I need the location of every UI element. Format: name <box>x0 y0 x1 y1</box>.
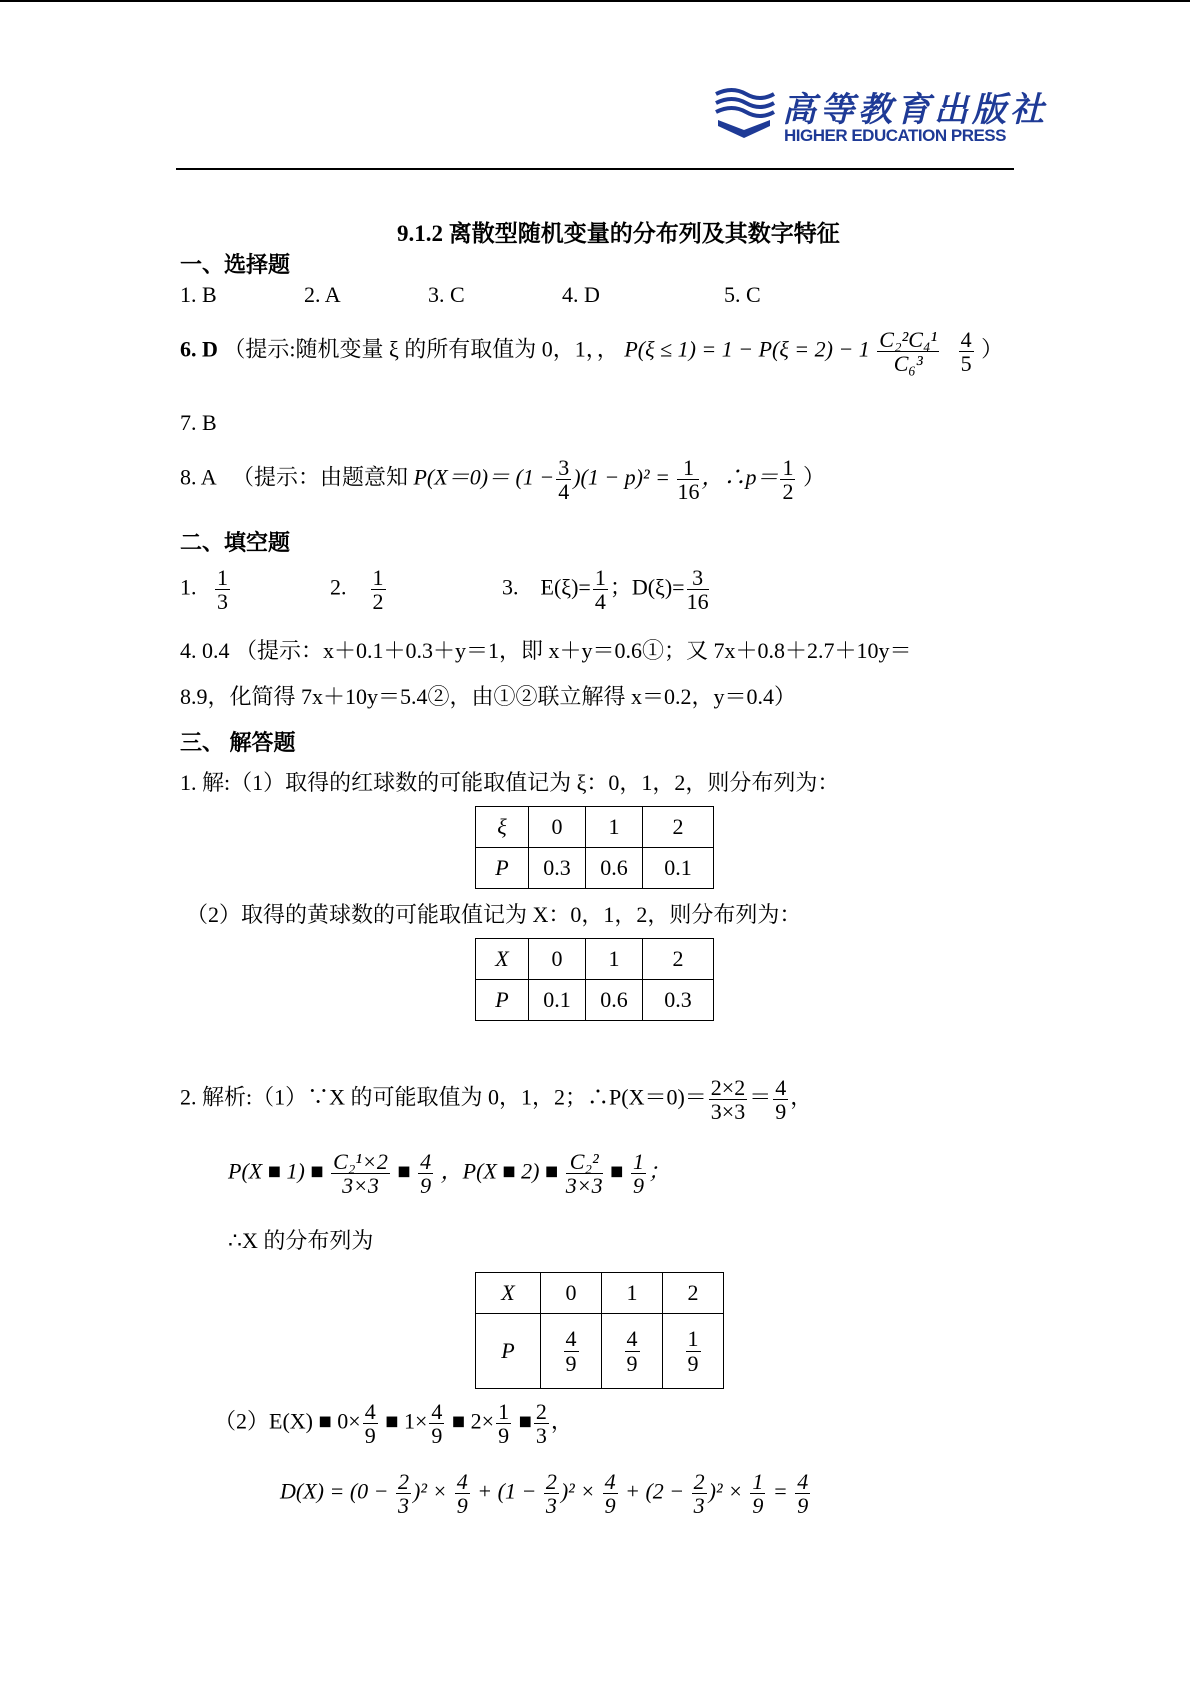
dx-fraction-7 <box>795 1470 810 1517</box>
expr-part: P(X ■ 1) ■ <box>228 1158 324 1184</box>
table-cell: 1 <box>586 807 643 848</box>
answer-6-number: 6. D <box>180 336 218 362</box>
fill-2 <box>330 566 388 613</box>
expr-part: ■ 2× <box>451 1408 495 1434</box>
answer-6-line <box>180 328 1003 375</box>
fraction-numerator: 4 <box>565 1326 577 1352</box>
expr-part: = <box>772 1478 788 1504</box>
answer-2: 2. A <box>304 282 341 307</box>
fraction-denominator: 9 <box>364 1423 376 1449</box>
table-row <box>476 1273 724 1314</box>
table-cell: ξ <box>476 807 529 848</box>
page-title: 9.1.2 离散型随机变量的分布列及其数字特征 <box>397 221 840 246</box>
table-cell: 1 <box>586 939 643 980</box>
ex-fraction-1 <box>363 1400 378 1447</box>
table-cell: X <box>476 939 529 980</box>
table-cell: 0.6 <box>586 980 643 1021</box>
table-cell: P <box>476 980 529 1021</box>
expr-part: )² × <box>708 1478 743 1504</box>
distribution-table-red <box>475 806 714 889</box>
solution-2-line-1 <box>180 1076 812 1123</box>
fraction-numerator: 4 <box>604 1469 616 1494</box>
fill-3-separator: ； <box>609 574 632 600</box>
fraction-denominator: 9 <box>565 1350 577 1376</box>
fill-3-number: 3. <box>502 574 519 600</box>
expr-part: ■ <box>610 1158 624 1184</box>
fraction-numerator: 4 <box>775 1075 787 1100</box>
answer-3: 3. C <box>428 282 465 307</box>
fraction-denominator: 9 <box>604 1493 616 1519</box>
fill-3-expectation-label: E(ξ)= <box>540 574 591 600</box>
fraction-denominator: 3×3 <box>565 1173 603 1199</box>
answer-8-hint: （提示：由题意知 <box>231 464 408 490</box>
fraction-denominator: 3×3 <box>710 1099 746 1125</box>
fill-3-expectation-fraction <box>593 566 608 613</box>
answer-6-combination-fraction <box>877 328 939 375</box>
fraction-numerator: 4 <box>456 1469 468 1494</box>
table-row <box>476 939 714 980</box>
solution-2-fraction-2 <box>773 1076 788 1123</box>
fraction-numerator: 4 <box>431 1399 443 1424</box>
fraction-numerator: C₂² <box>566 1150 603 1174</box>
fraction-numerator: 2 <box>693 1469 705 1494</box>
publisher-name-cn: 高等教育出版社 <box>782 90 1048 130</box>
expr-part: ，P(X ■ 2) ■ <box>440 1158 559 1184</box>
fraction-denominator: C₆³ <box>893 351 923 377</box>
fraction-denominator: 4 <box>558 479 570 505</box>
section-heading-fill: 二、填空题 <box>180 530 291 555</box>
fraction-denominator: 9 <box>797 1493 809 1519</box>
section-heading-solve: 三、 解答题 <box>180 730 296 755</box>
ex-fraction-4 <box>534 1400 549 1447</box>
fraction-denominator: 3 <box>535 1423 547 1449</box>
fraction-numerator: 1 <box>752 1469 764 1494</box>
fraction-denominator: 3 <box>398 1493 409 1519</box>
answer-6-result-fraction <box>959 328 974 375</box>
fraction-denominator: 2 <box>782 479 794 505</box>
fraction-numerator: 4 <box>797 1469 809 1494</box>
equals-sign: ＝ <box>749 1084 772 1110</box>
table-cell: 0.6 <box>586 848 643 889</box>
fill-1-fraction <box>215 566 230 613</box>
fraction-numerator: 2 <box>545 1469 557 1494</box>
table-cell <box>663 1314 724 1389</box>
table-row <box>476 848 714 889</box>
fraction-denominator: 9 <box>431 1423 443 1449</box>
comma: ， <box>790 1084 813 1110</box>
table-cell: 2 <box>643 939 714 980</box>
fraction-numerator: 4 <box>626 1326 638 1352</box>
close-paren: ） <box>981 336 1004 362</box>
fraction-denominator: 3 <box>217 589 228 615</box>
fraction-denominator: 2 <box>372 589 384 615</box>
fraction-denominator: 3×3 <box>342 1173 379 1199</box>
cell-fraction <box>564 1327 579 1374</box>
fraction-denominator: 5 <box>960 351 972 377</box>
cell-fraction <box>625 1327 640 1374</box>
table-cell: 0 <box>541 1273 602 1314</box>
fill-3 <box>502 566 711 613</box>
fraction-numerator: 3 <box>558 455 570 480</box>
publisher-name-en: HIGHER EDUCATION PRESS <box>784 126 1006 145</box>
table-cell: 1 <box>602 1273 663 1314</box>
solution-2-line-2-fraction-2 <box>418 1150 433 1197</box>
publisher-logo <box>712 82 1048 152</box>
answer-8-number: 8. A <box>180 464 216 490</box>
solution-1-line-2: （2）取得的黄球数的可能取值记为 X：0，1，2，则分布列为： <box>186 902 802 927</box>
dx-fraction-6 <box>750 1470 765 1517</box>
table-row <box>476 807 714 848</box>
fraction-denominator: 9 <box>626 1350 638 1376</box>
table-cell: 2 <box>663 1273 724 1314</box>
fraction-numerator: C₂²C₄¹ <box>879 327 938 352</box>
fill-2-fraction <box>371 566 386 613</box>
ex-fraction-3 <box>496 1400 511 1447</box>
expr-part: )² × <box>413 1478 448 1504</box>
dx-fraction-2 <box>455 1470 470 1517</box>
fraction-denominator: 16 <box>677 479 700 505</box>
table-cell: X <box>476 1273 541 1314</box>
solution-2-line-2 <box>228 1150 670 1197</box>
expr-part: D(X) = (0 − <box>280 1478 389 1504</box>
fraction-numerator: 1 <box>372 565 384 590</box>
fraction-numerator: 2 <box>535 1399 547 1424</box>
fraction-numerator: 1 <box>782 455 794 480</box>
answer-5: 5. C <box>724 282 761 307</box>
fraction-denominator: 3 <box>693 1493 705 1519</box>
answer-8-fraction-2 <box>677 456 699 503</box>
fraction-numerator: 1 <box>687 1326 699 1352</box>
ex-fraction-2 <box>429 1400 444 1447</box>
fraction-denominator: 9 <box>420 1173 432 1199</box>
fill-4-line-2: 8.9，化简得 7x＋10y＝5.4②，由①②联立解得 x＝0.2，y＝0.4） <box>180 684 797 709</box>
fraction-denominator: 9 <box>456 1493 468 1519</box>
fraction-denominator: 16 <box>686 589 709 615</box>
fill-2-number: 2. <box>330 574 347 600</box>
table-cell: 0 <box>529 807 586 848</box>
expr-part: ， <box>550 1408 573 1434</box>
section-heading-choice: 一、选择题 <box>180 252 291 277</box>
dx-fraction-4 <box>603 1470 618 1517</box>
expr-part: ■ <box>397 1158 411 1184</box>
table-row <box>476 980 714 1021</box>
table-cell <box>541 1314 602 1389</box>
expr-part: ■ 1× <box>385 1408 428 1434</box>
answer-8-fraction-1 <box>556 456 571 503</box>
table-cell <box>602 1314 663 1389</box>
solution-2-fraction-1 <box>709 1076 747 1123</box>
answer-4: 4. D <box>562 282 600 307</box>
expr-part: + (2 − <box>625 1478 685 1504</box>
answer-8-expr: P(X＝0)＝ (1 − <box>413 464 555 490</box>
distribution-table-yellow <box>475 938 714 1021</box>
fraction-numerator: C₂¹×2 <box>333 1149 388 1174</box>
solution-2-expectation <box>214 1400 573 1447</box>
fraction-numerator: 1 <box>632 1149 644 1174</box>
solution-2-line-2-fraction-1 <box>331 1150 390 1197</box>
table-cell: 0.3 <box>529 848 586 889</box>
fraction-denominator: 9 <box>687 1350 699 1376</box>
table-cell: 0 <box>529 939 586 980</box>
top-border <box>0 0 1190 2</box>
answer-7: 7. B <box>180 410 217 435</box>
solution-2-line-2-fraction-3 <box>566 1150 603 1197</box>
table-cell: P <box>476 848 529 889</box>
fraction-denominator: 9 <box>752 1493 764 1519</box>
fraction-denominator: 4 <box>594 589 606 615</box>
solution-2-line-3: ∴X 的分布列为 <box>228 1228 374 1253</box>
fraction-numerator: 1 <box>498 1399 510 1424</box>
solution-2-variance <box>280 1470 812 1517</box>
table-row <box>476 1314 724 1389</box>
fill-3-variance-label: D(ξ)= <box>631 574 685 600</box>
close-paren: ） <box>802 464 825 490</box>
fraction-numerator: 1 <box>594 565 606 590</box>
table-cell: 0.1 <box>529 980 586 1021</box>
fraction-numerator: 1 <box>677 456 699 480</box>
answer-6-expr: P(ξ ≤ 1) = 1 − P(ξ = 2) − 1 <box>624 336 870 362</box>
solution-2-line-2-fraction-4 <box>631 1150 646 1197</box>
distribution-table-x <box>475 1272 724 1389</box>
fraction-numerator: 4 <box>960 327 972 352</box>
answer-8-line <box>180 456 825 503</box>
publisher-emblem-icon <box>712 86 776 142</box>
fraction-numerator: 3 <box>687 566 709 590</box>
table-cell: 0.3 <box>643 980 714 1021</box>
dx-fraction-1 <box>396 1470 411 1517</box>
expr-part: )² × <box>560 1478 596 1504</box>
expr-part: ■ <box>518 1408 532 1434</box>
fraction-numerator: 4 <box>364 1399 376 1424</box>
expr-part: + (1 − <box>477 1478 537 1504</box>
answer-1: 1. B <box>180 282 217 307</box>
answer-8-therefore: ，∴p＝ <box>701 464 779 490</box>
solution-2-intro: 2. 解析:（1）∵X 的可能取值为 0，1，2；∴P(X＝0)＝ <box>180 1084 707 1110</box>
dx-fraction-3 <box>544 1470 559 1517</box>
fill-1-number: 1. <box>180 574 197 600</box>
dx-fraction-5 <box>692 1470 707 1517</box>
answer-8-expr-2: )(1 − p)² = <box>573 464 670 490</box>
table-cell: P <box>476 1314 541 1389</box>
expr-part: ； <box>647 1158 670 1184</box>
header-rule <box>176 168 1014 170</box>
cell-fraction <box>686 1327 701 1374</box>
fraction-denominator: 9 <box>632 1173 644 1199</box>
expr-part: （2）E(X) ■ 0× <box>214 1408 361 1434</box>
fill-1 <box>180 566 232 613</box>
fraction-denominator: 3 <box>545 1493 557 1519</box>
fill-4-line-1: 4. 0.4 （提示：x＋0.1＋0.3＋y＝1，即 x＋y＝0.6①；又 7x＋0.8＋2.7＋10y＝ <box>180 638 912 663</box>
fraction-numerator: 2×2 <box>710 1075 746 1100</box>
solution-1-line-1: 1. 解:（1）取得的红球数的可能取值记为 ξ：0，1，2，则分布列为： <box>180 770 840 795</box>
table-cell: 0.1 <box>643 848 714 889</box>
answer-8-fraction-3 <box>780 456 795 503</box>
fraction-denominator: 9 <box>775 1099 787 1125</box>
answer-6-hint: （提示:随机变量 ξ 的所有取值为 0，1，， <box>223 336 619 362</box>
table-cell: 2 <box>643 807 714 848</box>
fraction-numerator: 1 <box>217 565 228 590</box>
fill-3-variance-fraction <box>687 566 709 613</box>
fraction-numerator: 4 <box>420 1149 432 1174</box>
fraction-numerator: 2 <box>398 1469 409 1494</box>
fraction-denominator: 9 <box>498 1423 510 1449</box>
